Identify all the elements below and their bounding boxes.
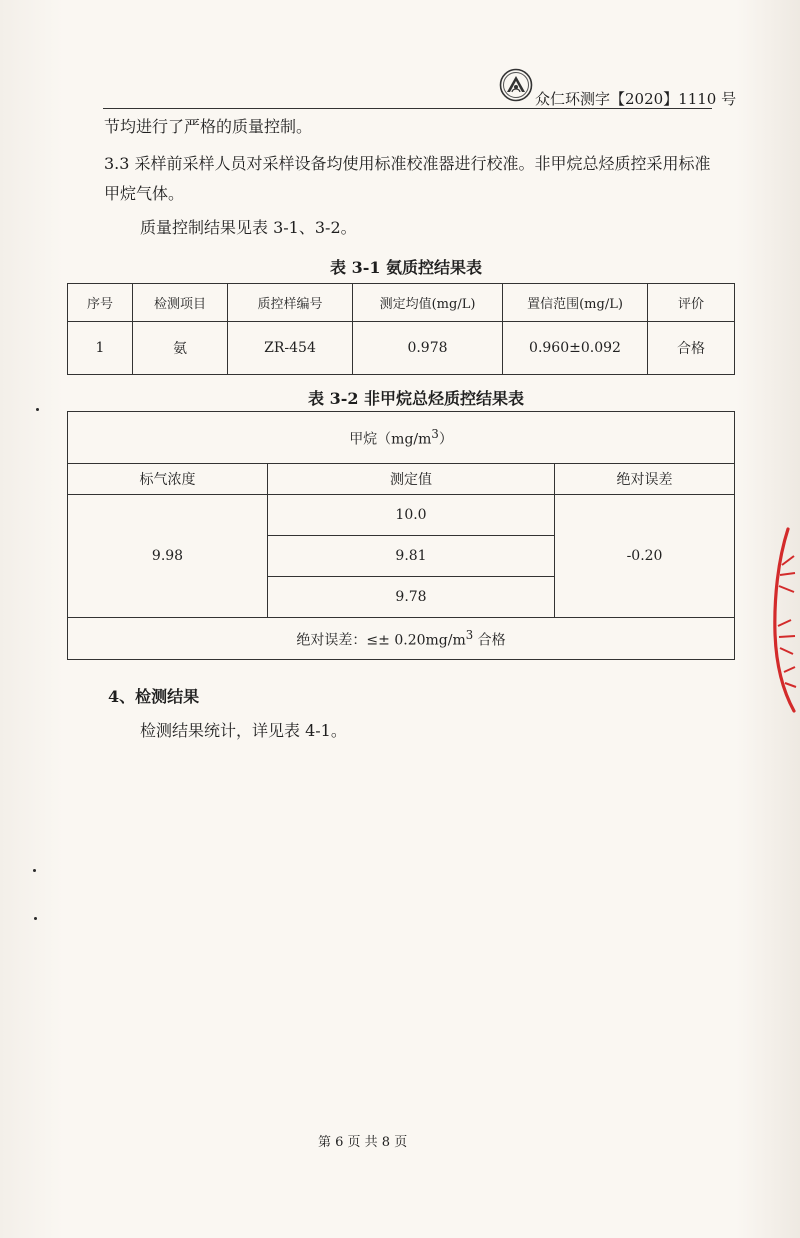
- column-header-measured: 测定值: [268, 464, 555, 495]
- cell-range: 0.960±0.092: [503, 322, 648, 375]
- evaluation-note: 合格: [473, 632, 506, 649]
- unit-superscript: 3: [431, 426, 439, 441]
- table-3-1-title: 表 3-1 氨质控结果表: [330, 258, 483, 277]
- table-row: [68, 495, 735, 536]
- body-line-3: 甲烷气体。: [104, 184, 185, 203]
- methane-quality-control-table: [67, 411, 735, 660]
- report-number: 众仁环测字【2020】1110 号: [535, 90, 737, 108]
- cell-mean: 0.978: [353, 322, 503, 375]
- page-number: 第 6 页 共 8 页: [318, 1135, 408, 1150]
- note-superscript: 3: [465, 627, 474, 642]
- column-header-test-item: 检测项目: [133, 284, 228, 322]
- column-header-evaluation: 评价: [648, 284, 735, 322]
- punch-mark-dot: [33, 869, 36, 872]
- column-header-mean: 测定均值(mg/L): [353, 284, 503, 322]
- column-header-range: 置信范围(mg/L): [503, 284, 648, 322]
- section-4-text: 检测结果统计，详见表 4-1。: [140, 721, 347, 740]
- column-header-absolute-error: 绝对误差: [555, 464, 735, 495]
- column-header-sample-id: 质控样编号: [228, 284, 353, 322]
- methane-unit-cell: [68, 412, 735, 464]
- table-header-row: [68, 464, 735, 495]
- cell-evaluation: 合格: [648, 322, 735, 375]
- table-3-2-title: 表 3-2 非甲烷总烃质控结果表: [308, 389, 525, 408]
- column-header-serial: 序号: [68, 284, 133, 322]
- absolute-error-note: 绝对误差：≤± 0.20mg/m: [296, 632, 466, 649]
- table-row: [68, 322, 735, 375]
- punch-mark-dot: [36, 408, 39, 411]
- body-line-4: 质量控制结果见表 3-1、3-2。: [140, 218, 357, 237]
- punch-mark-dot: [34, 917, 37, 920]
- body-line-1: 节均进行了严格的质量控制。: [104, 117, 313, 136]
- cell-serial: 1: [68, 322, 133, 375]
- partial-red-stamp-icon: [760, 525, 800, 715]
- methane-unit-end: ）: [438, 431, 453, 448]
- cell-standard-concentration: 9.98: [68, 495, 268, 618]
- table-header-row: [68, 284, 735, 322]
- ammonia-quality-control-table: [67, 283, 735, 375]
- cell-measured-value-2: 9.81: [268, 536, 555, 577]
- cell-sample-id: ZR-454: [228, 322, 353, 375]
- column-header-standard: 标气浓度: [68, 464, 268, 495]
- cell-test-item: 氨: [133, 322, 228, 375]
- cell-absolute-error: -0.20: [555, 495, 735, 618]
- absolute-error-note-cell: [68, 618, 735, 660]
- methane-unit-label: 甲烷（mg/m: [349, 431, 432, 448]
- header-divider: [103, 108, 712, 109]
- cell-measured-value-3: 9.78: [268, 577, 555, 618]
- table-note-row: [68, 618, 735, 660]
- body-line-2: 3.3 采样前采样人员对采样设备均使用标准校准器进行校准。非甲烷总烃质控采用标准: [104, 154, 711, 173]
- table-caption-row: [68, 412, 735, 464]
- section-4-title: 4、检测结果: [108, 687, 200, 706]
- cell-measured-value-1: 10.0: [268, 495, 555, 536]
- company-logo-icon: [499, 68, 533, 102]
